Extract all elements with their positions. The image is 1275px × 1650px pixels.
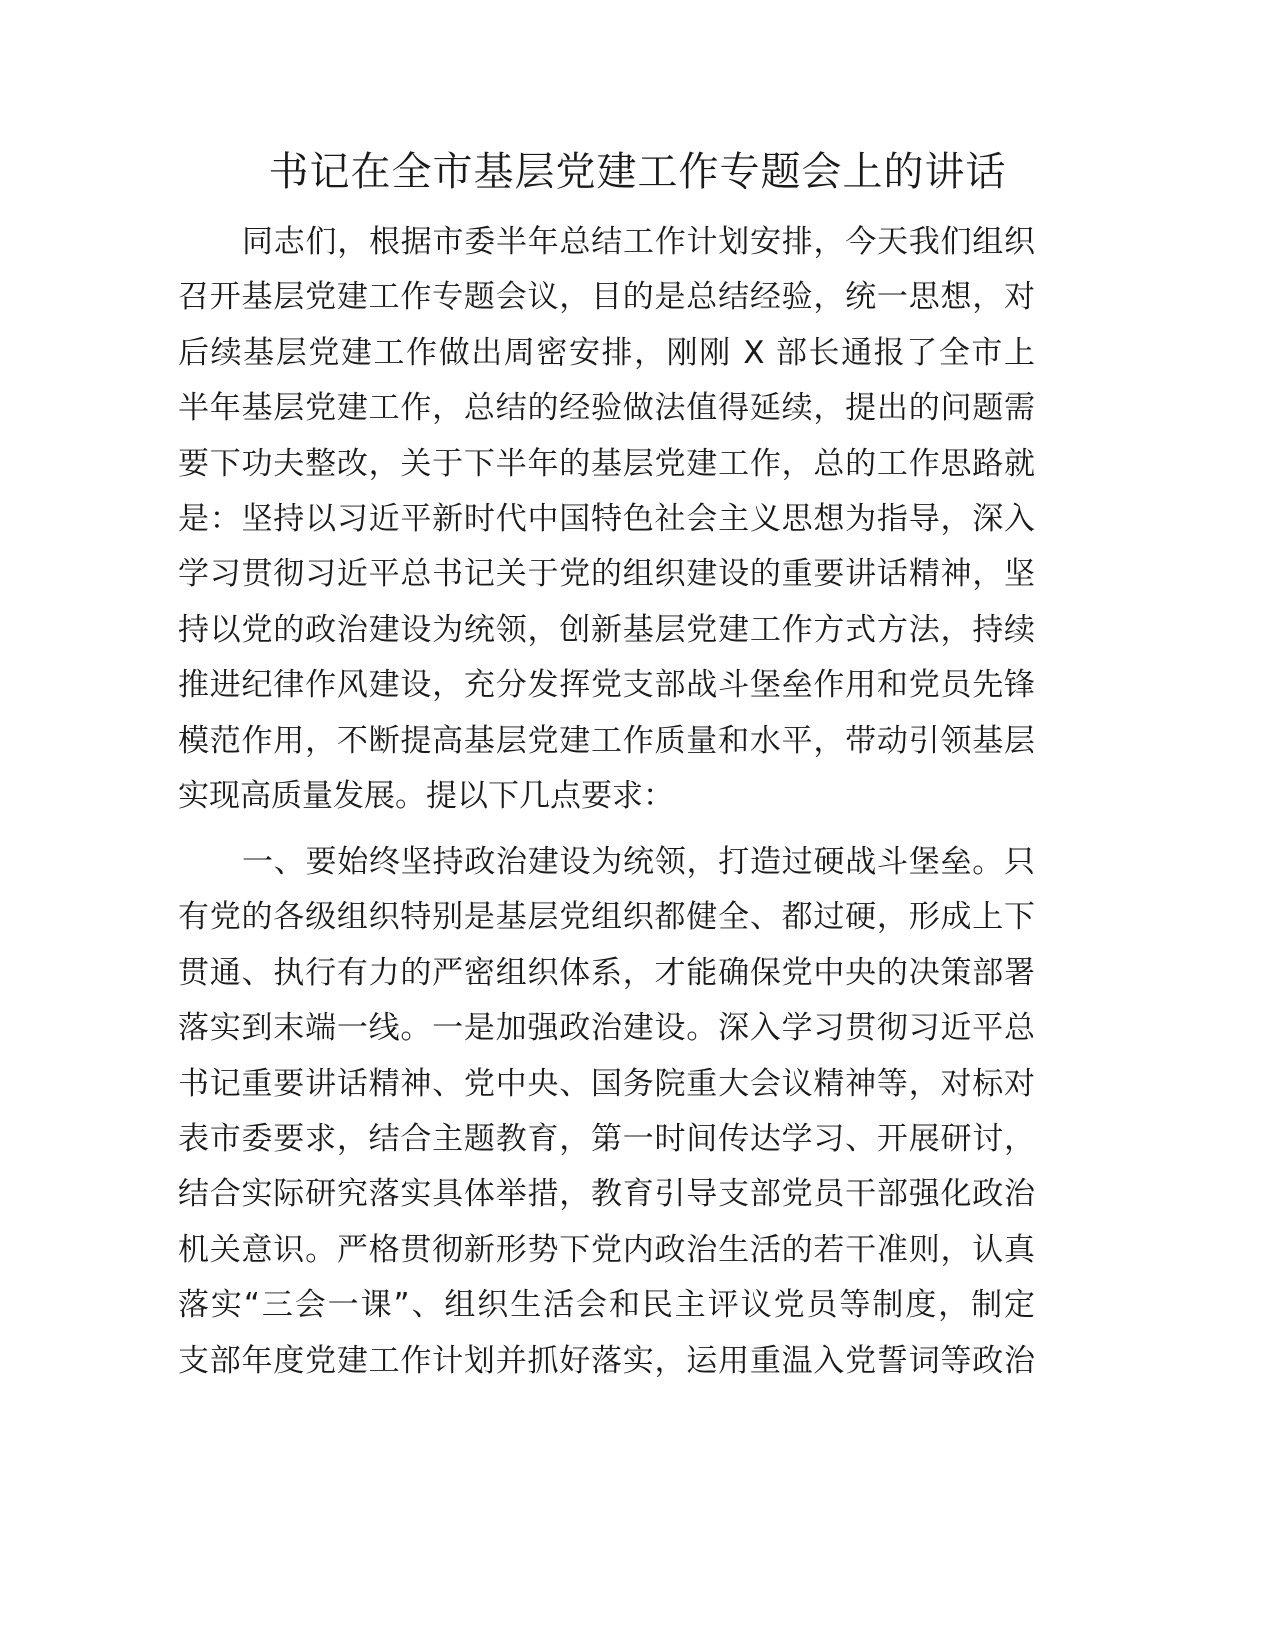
text-line: 同志们，根据市委半年总结工作计划安排，今天我们组织 bbox=[242, 224, 1035, 260]
text-line: 一、要始终坚持政治建设为统领，打造过硬战斗堡垒。只 bbox=[242, 844, 1035, 880]
text-line: 半年基层党建工作，总结的经验做法值得延续，提出的问题需 bbox=[178, 390, 1035, 427]
text-line: 召开基层党建工作专题会议，目的是总结经验，统一思想，对 bbox=[178, 279, 1035, 316]
text-line: 表市委要求，结合主题教育，第一时间传达学习、开展研讨， bbox=[178, 1120, 1035, 1157]
text-line: 落实到末端一线。一是加强政治建设。深入学习贯彻习近平总 bbox=[178, 1010, 1035, 1047]
text-line: 书记重要讲话精神、党中央、国务院重大会议精神等，对标对 bbox=[178, 1065, 1035, 1102]
text-line: 后续基层党建工作做出周密安排，刚刚 X 部长通报了全市上 bbox=[178, 334, 1035, 371]
text-line: 要下功夫整改，关于下半年的基层党建工作，总的工作思路就 bbox=[178, 445, 1035, 482]
text-line: 落实“三会一课”、组织生活会和民主评议党员等制度，制定 bbox=[178, 1287, 1035, 1324]
text-line: 推进纪律作风建设，充分发挥党支部战斗堡垒作用和党员先锋 bbox=[178, 667, 1035, 704]
text-line: 学习贯彻习近平总书记关于党的组织建设的重要讲话精神，坚 bbox=[178, 556, 1035, 593]
paragraph-intro bbox=[178, 215, 1035, 824]
text-line: 模范作用，不断提高基层党建工作质量和水平，带动引领基层 bbox=[178, 722, 1035, 759]
text-line: 结合实际研究落实具体举措，教育引导支部党员干部强化政治 bbox=[178, 1176, 1035, 1213]
text-line: 实现高质量发展。提以下几点要求： bbox=[178, 777, 674, 814]
document-title: 书记在全市基层党建工作专题会上的讲话 bbox=[268, 149, 1007, 195]
paragraph-section-one bbox=[178, 835, 1035, 1389]
text-line: 持以党的政治建设为统领，创新基层党建工作方式方法，持续 bbox=[178, 611, 1035, 648]
text-line: 支部年度党建工作计划并抓好落实，运用重温入党誓词等政治 bbox=[178, 1342, 1035, 1379]
text-line: 机关意识。严格贯彻新形势下党内政治生活的若干准则，认真 bbox=[178, 1231, 1035, 1268]
text-line: 有党的各级组织特别是基层党组织都健全、都过硬，形成上下 bbox=[178, 899, 1035, 936]
text-line: 是：坚持以习近平新时代中国特色社会主义思想为指导，深入 bbox=[178, 500, 1035, 537]
text-line: 贯通、执行有力的严密组织体系，才能确保党中央的决策部署 bbox=[178, 954, 1035, 991]
